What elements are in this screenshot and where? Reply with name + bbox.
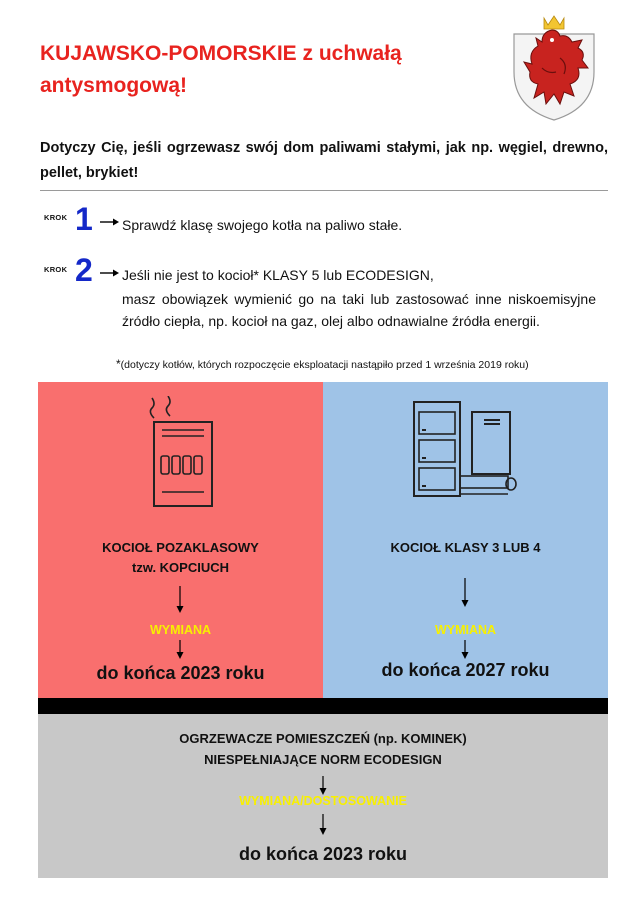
room-heaters-title-line2: NIESPEŁNIAJĄCE NORM ECODESIGN xyxy=(204,752,442,767)
divider xyxy=(40,190,608,191)
arrow-icon xyxy=(460,578,470,608)
step1-text: Sprawdź klasę swojego kotła na paliwo stałe. xyxy=(122,217,403,233)
arrow-icon xyxy=(175,640,185,660)
class-boiler-action: WYMIANA xyxy=(434,623,497,637)
arrow-icon xyxy=(100,217,120,227)
footnote-star: * xyxy=(116,357,121,371)
step2-word: KROK xyxy=(44,265,68,274)
arrow-icon xyxy=(460,640,470,660)
arrow-icon xyxy=(100,268,120,278)
old-boiler-action: WYMIANA xyxy=(149,623,212,637)
step1-number: 1 xyxy=(75,201,93,237)
title-line-2: antysmogową! xyxy=(40,74,188,97)
class-boiler-icon xyxy=(410,398,522,502)
old-boiler-title-line2: tzw. KOPCIUCH xyxy=(131,560,230,575)
step1-word: KROK xyxy=(44,213,68,222)
arrow-icon xyxy=(318,814,328,836)
coat-of-arms-icon xyxy=(508,12,600,122)
room-heaters-deadline: do końca 2023 roku xyxy=(238,844,408,864)
room-heaters-action: WYMIANA/DOSTOSOWANIE xyxy=(239,794,407,808)
step2-body: masz obowiązek wymienić go na taki lub zastosować inne niskoemisyjne źródło ciepła, np. kocioł na gaz, olej albo odnawialne źródła energii. xyxy=(122,291,596,329)
title-line-1: KUJAWSKO-POMORSKIE z uchwałą xyxy=(40,42,402,65)
footnote xyxy=(116,357,529,371)
old-boiler-icon xyxy=(146,396,218,508)
class-boiler-title: KOCIOŁ KLASY 3 LUB 4 xyxy=(390,540,541,555)
intro-text: Dotyczy Cię, jeśli ogrzewasz swój dom paliwami stałymi, jak np. węgiel, drewno, pellet, brykiet! xyxy=(40,140,608,181)
page-title xyxy=(40,38,460,102)
step2-number: 2 xyxy=(75,252,93,288)
separator-bar xyxy=(38,698,608,714)
arrow-icon xyxy=(318,776,328,796)
old-boiler-deadline: do końca 2023 roku xyxy=(96,663,265,683)
class-boiler-deadline: do końca 2027 roku xyxy=(381,660,550,680)
room-heaters-title-line1: OGRZEWACZE POMIESZCZEŃ (np. KOMINEK) xyxy=(179,731,467,746)
arrow-icon xyxy=(175,586,185,614)
room-heaters-title xyxy=(38,728,608,770)
old-boiler-title xyxy=(38,538,323,578)
old-boiler-title-line1: KOCIOŁ POZAKLASOWY xyxy=(102,540,259,555)
footnote-text: (dotyczy kotłów, których rozpoczęcie eksploatacji nastąpiło przed 1 września 2019 roku) xyxy=(120,359,529,371)
step2-text: Jeśli nie jest to kocioł* KLASY 5 lub ECODESIGN, xyxy=(122,267,434,283)
